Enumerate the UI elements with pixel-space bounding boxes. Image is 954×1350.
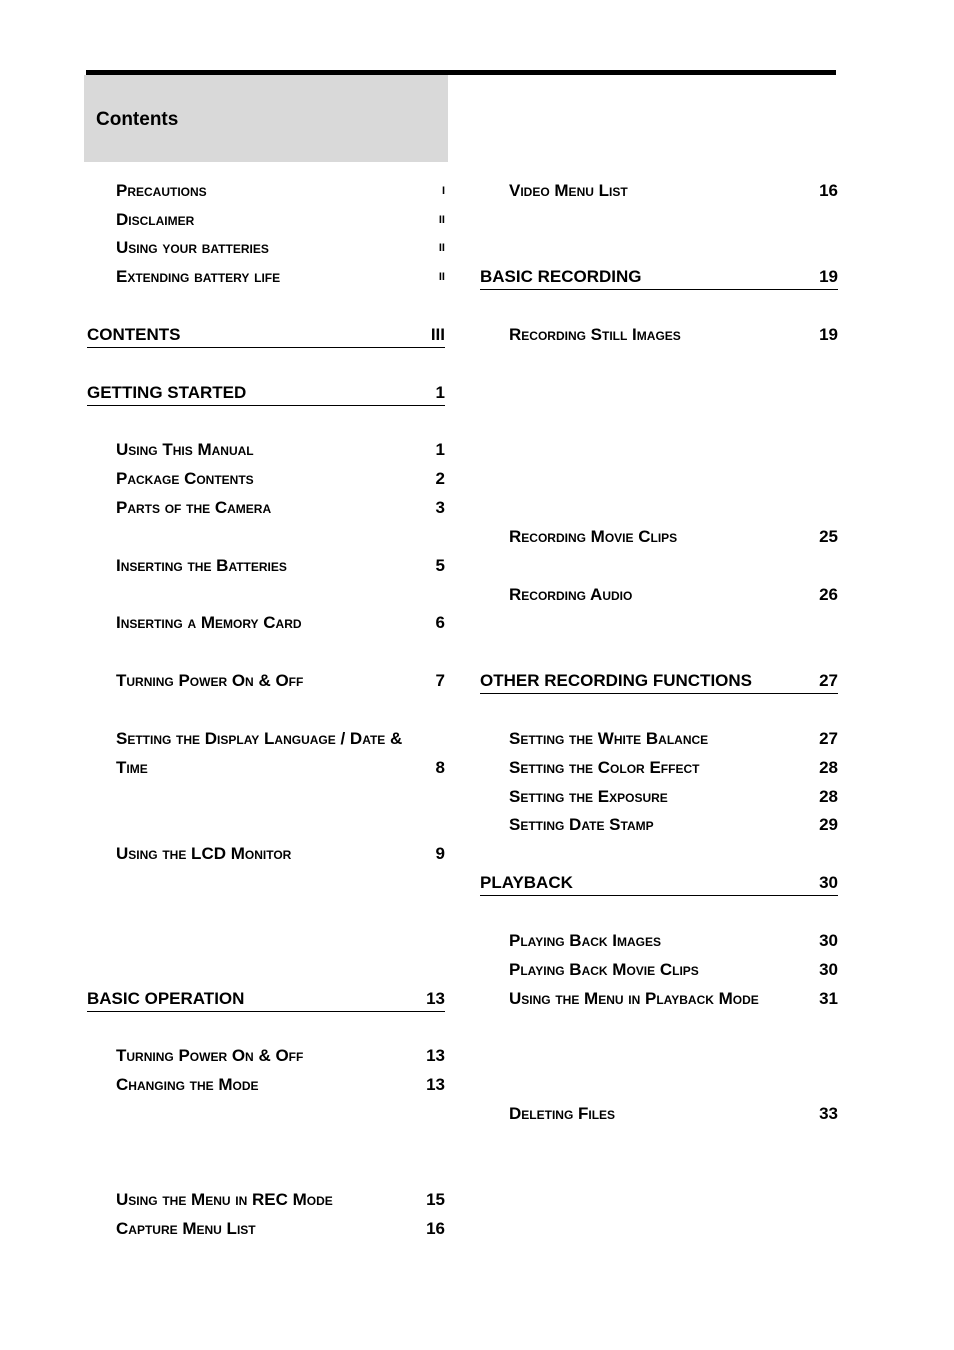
toc-page-number: 30: [819, 873, 838, 892]
toc-entry-label: BASIC RECORDING: [480, 267, 642, 286]
toc-section-right-5[interactable]: [480, 671, 838, 694]
toc-entry-right-4[interactable]: [509, 585, 838, 607]
toc-entry-left-12[interactable]: [116, 729, 445, 751]
toc-entry-label: Inserting a Memory Card: [116, 613, 302, 632]
toc-entry-left-17[interactable]: [116, 1075, 445, 1097]
toc-page-number: 16: [426, 1219, 445, 1238]
toc-entry-label: Video Menu List: [509, 181, 628, 200]
toc-page-number: i: [441, 181, 445, 198]
toc-entry-label: Setting the Exposure: [509, 787, 668, 806]
toc-page-number: 7: [435, 671, 445, 690]
toc-entry-label: Using This Manual: [116, 440, 254, 459]
toc-page-number: 1: [435, 383, 445, 402]
toc-page-number: 28: [819, 758, 838, 777]
toc-page-number: 1: [435, 440, 445, 459]
toc-page-number: ii: [438, 238, 445, 255]
toc-page-number: 9: [435, 844, 445, 863]
toc-page-number: 29: [819, 815, 838, 834]
toc-page-number: 19: [819, 267, 838, 286]
toc-entry-right-14[interactable]: [509, 1104, 838, 1126]
toc-entry-label: Setting Date Stamp: [509, 815, 654, 834]
toc-entry-label: Setting the White Balance: [509, 729, 709, 748]
toc-entry-left-14[interactable]: [116, 844, 445, 866]
toc-entry-label: Package Contents: [116, 469, 254, 488]
toc-entry-label: PLAYBACK: [480, 873, 573, 892]
toc-page-number: 30: [819, 960, 838, 979]
toc-entry-right-2[interactable]: [509, 325, 838, 347]
toc-page-number: 19: [819, 325, 838, 344]
toc-page-number: 33: [819, 1104, 838, 1123]
toc-page-number: 3: [435, 498, 445, 517]
toc-entry-left-1[interactable]: [116, 210, 445, 232]
toc-entry-right-13[interactable]: [509, 989, 838, 1011]
toc-entry-label: Extending battery life: [116, 267, 281, 286]
toc-entry-right-8[interactable]: [509, 787, 838, 809]
toc-page-number: 26: [819, 585, 838, 604]
toc-entry-right-0[interactable]: [509, 181, 838, 203]
toc-entry-label: Turning Power On & Off: [116, 1046, 304, 1065]
toc-page-number: 8: [435, 758, 445, 777]
toc-entry-left-0[interactable]: [116, 181, 445, 203]
toc-entry-label: Recording Movie Clips: [509, 527, 678, 546]
toc-entry-label: Deleting Files: [509, 1104, 616, 1123]
toc-entry-label: GETTING STARTED: [87, 383, 247, 402]
toc-page-number: 13: [426, 989, 445, 1008]
toc-page-number: III: [430, 325, 445, 344]
toc-page-number: 6: [435, 613, 445, 632]
contents-title-box: [84, 75, 448, 162]
toc-entry-right-3[interactable]: [509, 527, 838, 549]
toc-entry-right-9[interactable]: [509, 815, 838, 837]
toc-entry-label: Turning Power On & Off: [116, 671, 304, 690]
toc-page-number: 13: [426, 1046, 445, 1065]
toc-entry-left-2[interactable]: [116, 238, 445, 260]
toc-page-number: 28: [819, 787, 838, 806]
toc-entry-left-18[interactable]: [116, 1190, 445, 1212]
toc-entry-left-7[interactable]: [116, 469, 445, 491]
toc-entry-label: Parts of the Camera: [116, 498, 272, 517]
toc-section-right-1[interactable]: [480, 267, 838, 290]
toc-entry-label: Playing Back Movie Clips: [509, 960, 699, 979]
toc-page-number: 30: [819, 931, 838, 950]
toc-page-number: 25: [819, 527, 838, 546]
toc-entry-left-13[interactable]: [116, 758, 445, 780]
toc-entry-left-19[interactable]: [116, 1219, 445, 1241]
toc-section-left-4[interactable]: [87, 325, 445, 348]
toc-page-number: ii: [438, 210, 445, 227]
toc-entry-label: Playing Back Images: [509, 931, 662, 950]
toc-entry-label: Disclaimer: [116, 210, 195, 229]
toc-entry-right-11[interactable]: [509, 931, 838, 953]
toc-section-left-15[interactable]: [87, 989, 445, 1012]
toc-entry-right-6[interactable]: [509, 729, 838, 751]
toc-entry-label: Recording Audio: [509, 585, 633, 604]
toc-page-number: 13: [426, 1075, 445, 1094]
toc-page-number: 2: [435, 469, 445, 488]
toc-page-number: 5: [435, 556, 445, 575]
toc-entry-left-9[interactable]: [116, 556, 445, 578]
toc-entry-label: Precautions: [116, 181, 207, 200]
toc-entry-left-8[interactable]: [116, 498, 445, 520]
toc-entry-label: OTHER RECORDING FUNCTIONS: [480, 671, 752, 690]
toc-entry-label: Using the Menu in REC Mode: [116, 1190, 333, 1209]
toc-entry-label: Capture Menu List: [116, 1219, 256, 1238]
toc-entry-left-10[interactable]: [116, 613, 445, 635]
toc-entry-label: Inserting the Batteries: [116, 556, 287, 575]
toc-entry-label: Using the LCD Monitor: [116, 844, 292, 863]
toc-entry-label: Time: [116, 758, 148, 777]
toc-entry-label: Setting the Display Language / Date &: [116, 729, 403, 748]
toc-entry-left-16[interactable]: [116, 1046, 445, 1068]
toc-entry-label: CONTENTS: [87, 325, 181, 344]
toc-section-left-5[interactable]: [87, 383, 445, 406]
toc-page-number: ii: [438, 267, 445, 284]
toc-entry-label: Using the Menu in Playback Mode: [509, 989, 759, 1008]
toc-entry-right-7[interactable]: [509, 758, 838, 780]
toc-entry-label: Changing the Mode: [116, 1075, 259, 1094]
toc-page-number: 16: [819, 181, 838, 200]
toc-entry-right-12[interactable]: [509, 960, 838, 982]
toc-entry-label: Recording Still Images: [509, 325, 681, 344]
page-title: Contents: [96, 109, 179, 130]
toc-page-number: 27: [819, 671, 838, 690]
toc-entry-left-6[interactable]: [116, 440, 445, 462]
toc-entry-label: BASIC OPERATION: [87, 989, 245, 1008]
toc-page-number: 15: [426, 1190, 445, 1209]
toc-page-number: 27: [819, 729, 838, 748]
toc-section-right-10[interactable]: [480, 873, 838, 896]
toc-entry-label: Using your batteries: [116, 238, 269, 257]
toc-entry-label: Setting the Color Effect: [509, 758, 700, 777]
toc-entry-left-3[interactable]: [116, 267, 445, 289]
toc-page-number: 31: [819, 989, 838, 1008]
toc-entry-left-11[interactable]: [116, 671, 445, 693]
